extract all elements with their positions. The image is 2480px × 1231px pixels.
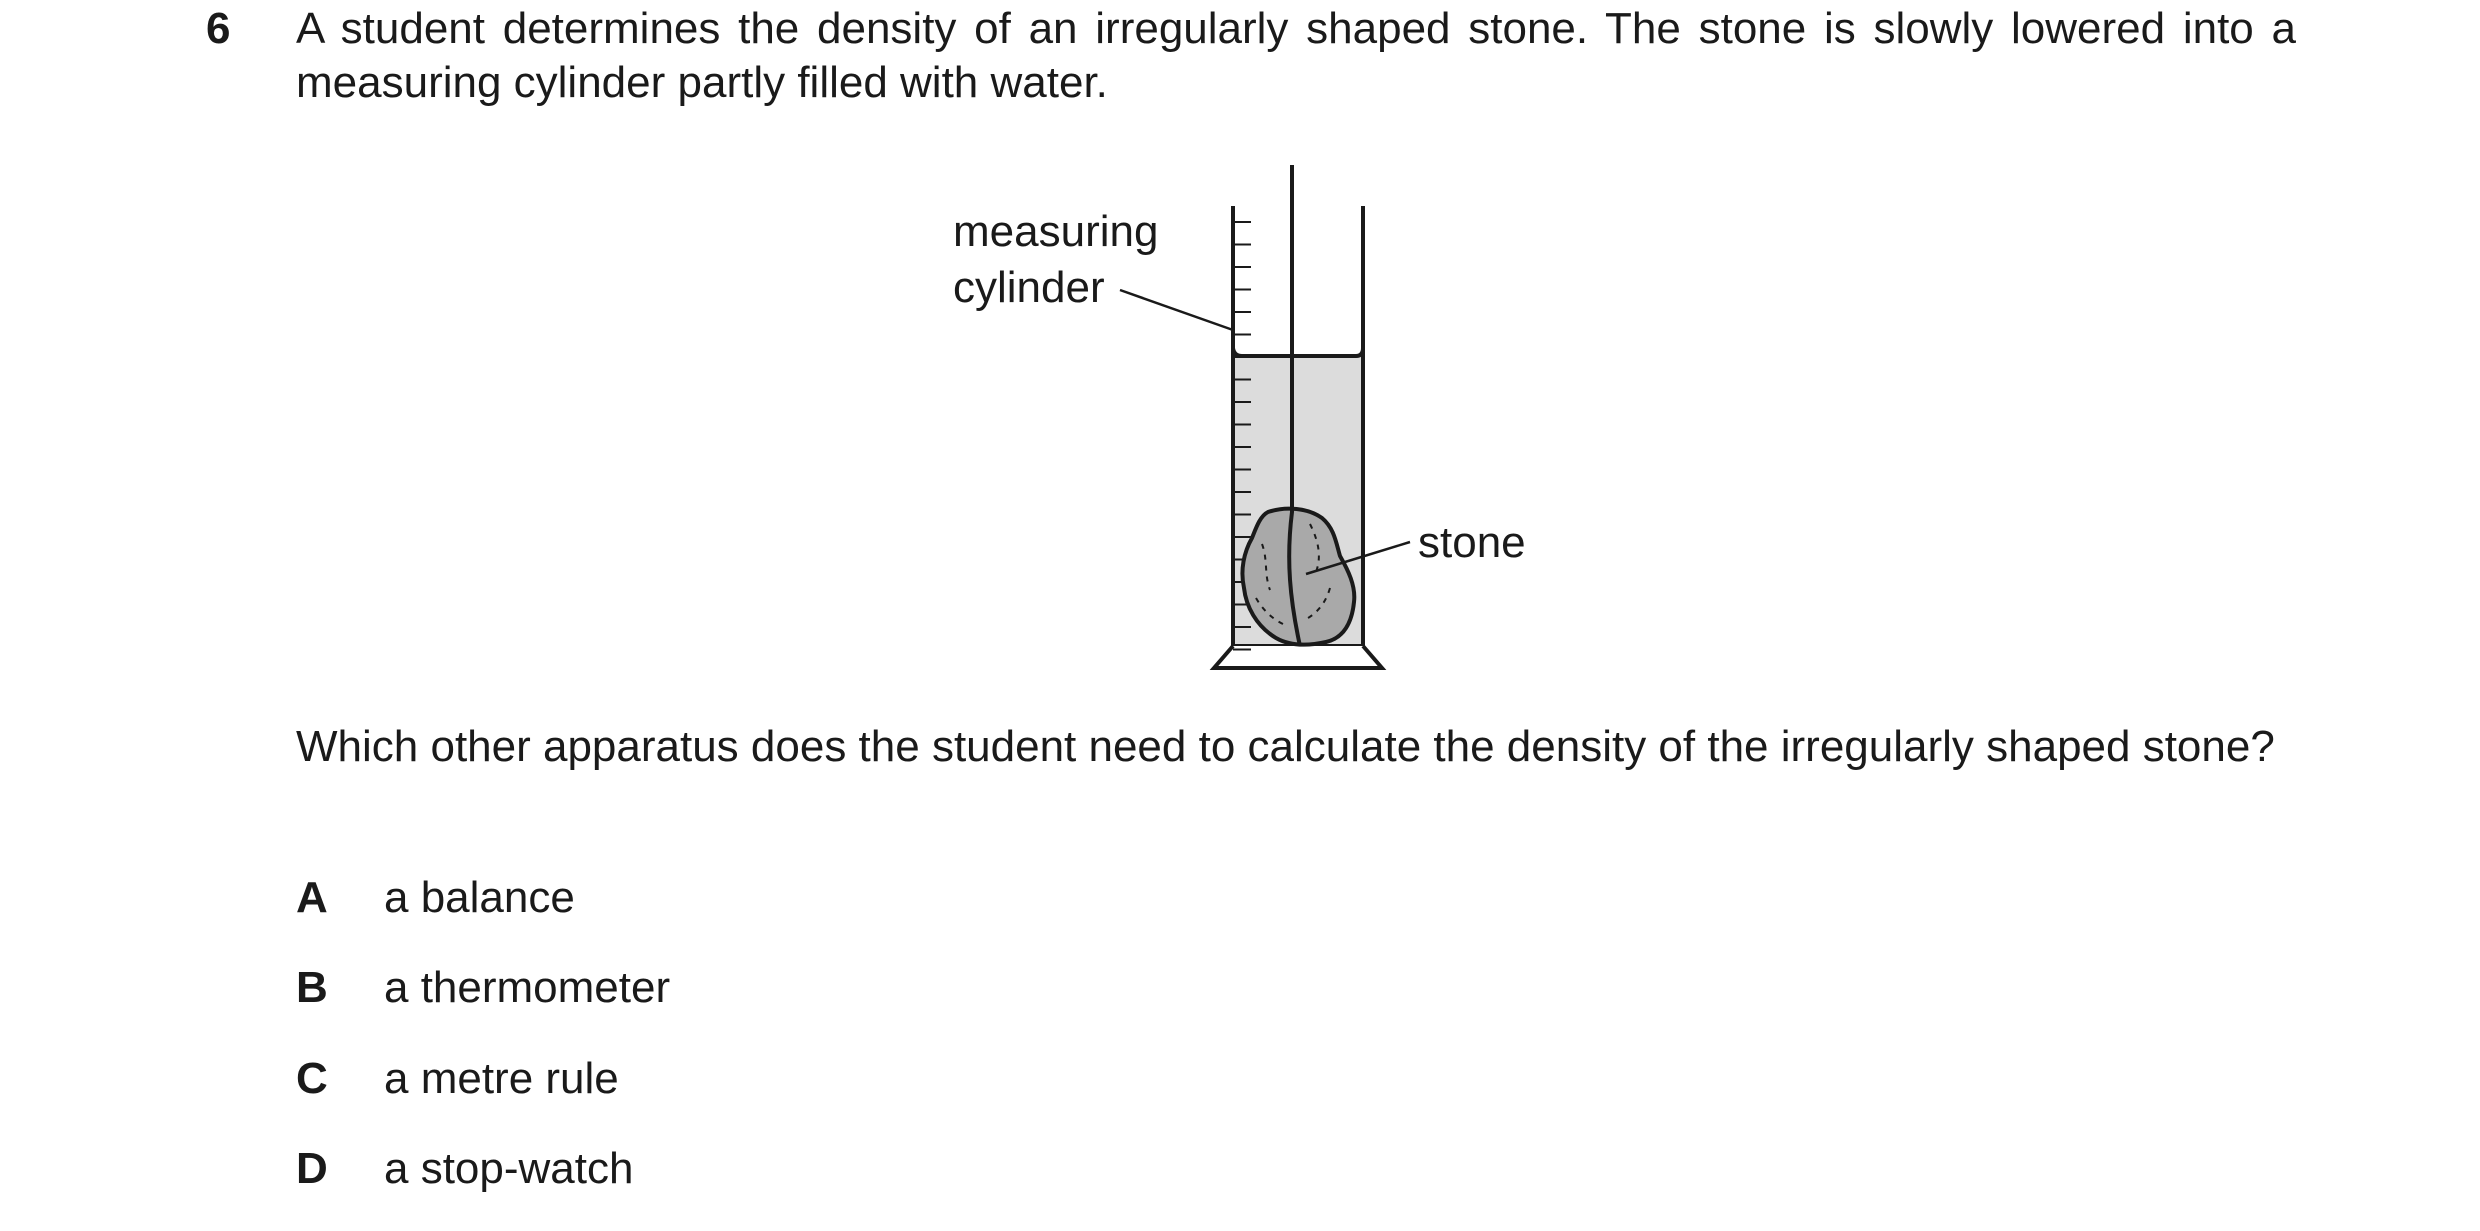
stone-texture [1256, 524, 1330, 626]
water-surface [1233, 348, 1363, 356]
option-letter: B [296, 963, 328, 1012]
cylinder-scale [1233, 222, 1251, 650]
label-cylinder: cylinder [953, 263, 1105, 312]
option-c[interactable] [296, 1049, 619, 1109]
option-b[interactable] [296, 958, 670, 1018]
option-text: a thermometer [384, 963, 671, 1012]
stone [1242, 509, 1354, 645]
option-text: a stop-watch [384, 1144, 634, 1193]
option-d[interactable] [296, 1139, 633, 1199]
cylinder-base [1214, 646, 1382, 668]
option-letter: A [296, 873, 328, 922]
string [1289, 165, 1300, 646]
option-text: a metre rule [384, 1054, 619, 1103]
cylinder-leader-line [1120, 290, 1233, 330]
option-letter: D [296, 1144, 328, 1193]
question-stem: A student determines the density of an irregularly shaped stone. The stone is slowly lowered into a measuring cylinder partly filled with water. [296, 4, 2296, 107]
water [1233, 355, 1363, 648]
label-measuring: measuring [953, 207, 1159, 256]
option-letter: C [296, 1054, 328, 1103]
label-stone: stone [1418, 518, 1526, 567]
question-number: 6 [206, 4, 231, 53]
stone-leader-line [1306, 542, 1410, 574]
question-prompt: Which other apparatus does the student need to calculate the density of the irregularly shaped stone? [296, 722, 2275, 771]
option-text: a balance [384, 873, 575, 922]
option-a[interactable] [296, 868, 575, 928]
